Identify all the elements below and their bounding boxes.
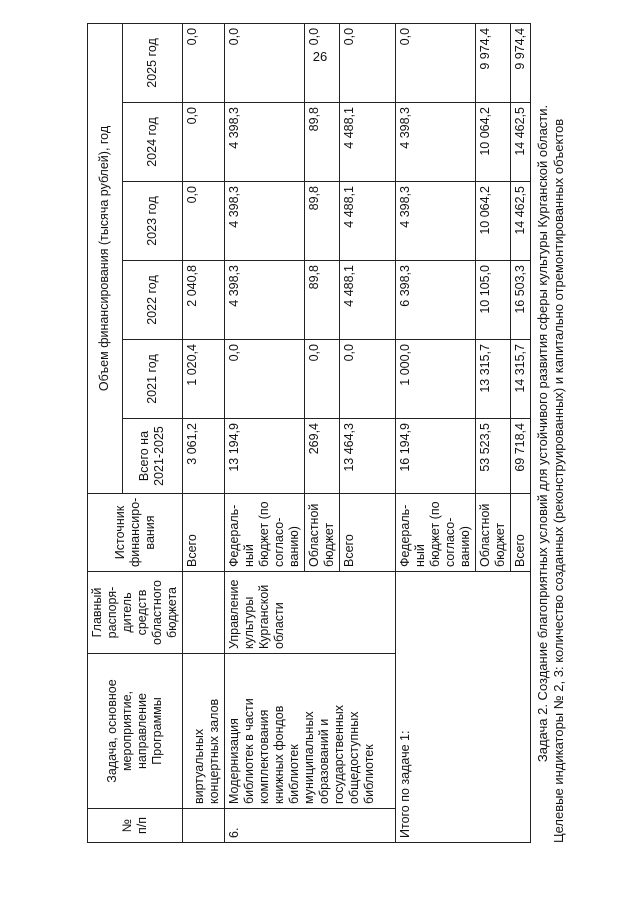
cell-value: 9 974,4 xyxy=(511,23,531,102)
cell-manager xyxy=(183,572,225,654)
table-row xyxy=(396,23,476,842)
cell-value: 9 974,4 xyxy=(476,23,511,102)
cell-value: 4 398,3 xyxy=(225,182,305,261)
rotated-content xyxy=(87,24,579,843)
cell-value: 0,0 xyxy=(396,23,476,102)
cell-value: 13 315,7 xyxy=(476,340,511,419)
header-group: Объем финансирования (тысяча рублей), год xyxy=(88,23,123,493)
cell-value: 69 718,4 xyxy=(511,419,531,494)
cell-value: 89,8 xyxy=(305,103,340,182)
cell-total-label: Итого по задаче 1: xyxy=(396,572,531,843)
cell-value: 14 315,7 xyxy=(511,340,531,419)
cell-source: Областной бюджет xyxy=(476,494,511,572)
cell-value: 10 064,2 xyxy=(476,103,511,182)
header-year: 2025 год xyxy=(122,23,182,102)
header-row xyxy=(88,23,123,842)
cell-source: Всего xyxy=(340,494,396,572)
header-manager: Главный распоря-дитель средств областного бюджета xyxy=(88,572,183,654)
cell-value: 0,0 xyxy=(183,182,225,261)
cell-value: 89,8 xyxy=(305,182,340,261)
cell-value: 4 398,3 xyxy=(396,182,476,261)
header-task: Задача, основное мероприятие, направление Программы xyxy=(88,654,183,809)
cell-value: 13 464,3 xyxy=(340,419,396,494)
cell-value: 4 488,1 xyxy=(340,103,396,182)
cell-value: 53 523,5 xyxy=(476,419,511,494)
cell-value: 269,4 xyxy=(305,419,340,494)
cell-value: 4 488,1 xyxy=(340,182,396,261)
cell-value: 89,8 xyxy=(305,261,340,340)
cell-value: 6 398,3 xyxy=(396,261,476,340)
cell-value: 3 061,2 xyxy=(183,419,225,494)
cell-value: 2 040,8 xyxy=(183,261,225,340)
cell-task: виртуальных концертных залов xyxy=(183,654,225,809)
cell-value: 4 488,1 xyxy=(340,261,396,340)
cell-num xyxy=(183,809,225,843)
cell-source: Федераль-ный бюджет (по согласо-ванию) xyxy=(225,494,305,572)
cell-source: Областной бюджет xyxy=(305,494,340,572)
header-source: Источник финансиро-вания xyxy=(88,494,183,572)
cell-value: 4 398,3 xyxy=(225,103,305,182)
cell-value: 16 194,9 xyxy=(396,419,476,494)
header-year: 2021 год xyxy=(122,340,182,419)
cell-value: 0,0 xyxy=(183,103,225,182)
cell-value: 0,0 xyxy=(340,340,396,419)
table-row xyxy=(183,23,225,842)
cell-value: 4 398,3 xyxy=(396,103,476,182)
header-total: Всего на 2021-2025 xyxy=(122,419,182,494)
task-2-heading: Задача 2. Создание благоприятных условий для устойчивого развития сферы культуры Курганской области. xyxy=(535,104,550,763)
cell-value: 1 000,0 xyxy=(396,340,476,419)
financing-table xyxy=(87,23,531,843)
cell-value: 0,0 xyxy=(225,23,305,102)
cell-source: Всего xyxy=(511,494,531,572)
cell-value: 0,0 xyxy=(183,23,225,102)
cell-value: 14 462,5 xyxy=(511,182,531,261)
cell-value: 16 503,3 xyxy=(511,261,531,340)
cell-value: 0,0 xyxy=(225,340,305,419)
header-year: 2022 год xyxy=(122,261,182,340)
cell-value: 1 020,4 xyxy=(183,340,225,419)
cell-source: Всего xyxy=(183,494,225,572)
cell-value: 0,0 xyxy=(305,340,340,419)
footer-text xyxy=(535,24,568,843)
cell-value: 0,0 xyxy=(305,23,340,102)
cell-value: 10 064,2 xyxy=(476,182,511,261)
page-number: 26 xyxy=(312,49,328,64)
cell-value: 14 462,5 xyxy=(511,103,531,182)
cell-source: Федераль-ный бюджет (по согласо-ванию) xyxy=(396,494,476,572)
cell-value: 10 105,0 xyxy=(476,261,511,340)
cell-task: Модернизация библиотек в части комплектования книжных фондов библиотек муниципальных образований и государственных общедоступных библиотек xyxy=(225,654,396,809)
header-num: № п/п xyxy=(88,809,183,843)
cell-value: 4 398,3 xyxy=(225,261,305,340)
header-year: 2024 год xyxy=(122,103,182,182)
cell-value: 0,0 xyxy=(340,23,396,102)
table-row xyxy=(225,23,305,842)
target-indicators-line: Целевые индикаторы № 2, 3: количество созданных (реконструированных) и капитально отремонтированных объектов xyxy=(551,118,567,843)
cell-manager: Управление культуры Курганской области xyxy=(225,572,396,654)
cell-num: 6. xyxy=(225,809,396,843)
cell-value: 13 194,9 xyxy=(225,419,305,494)
header-year: 2023 год xyxy=(122,182,182,261)
